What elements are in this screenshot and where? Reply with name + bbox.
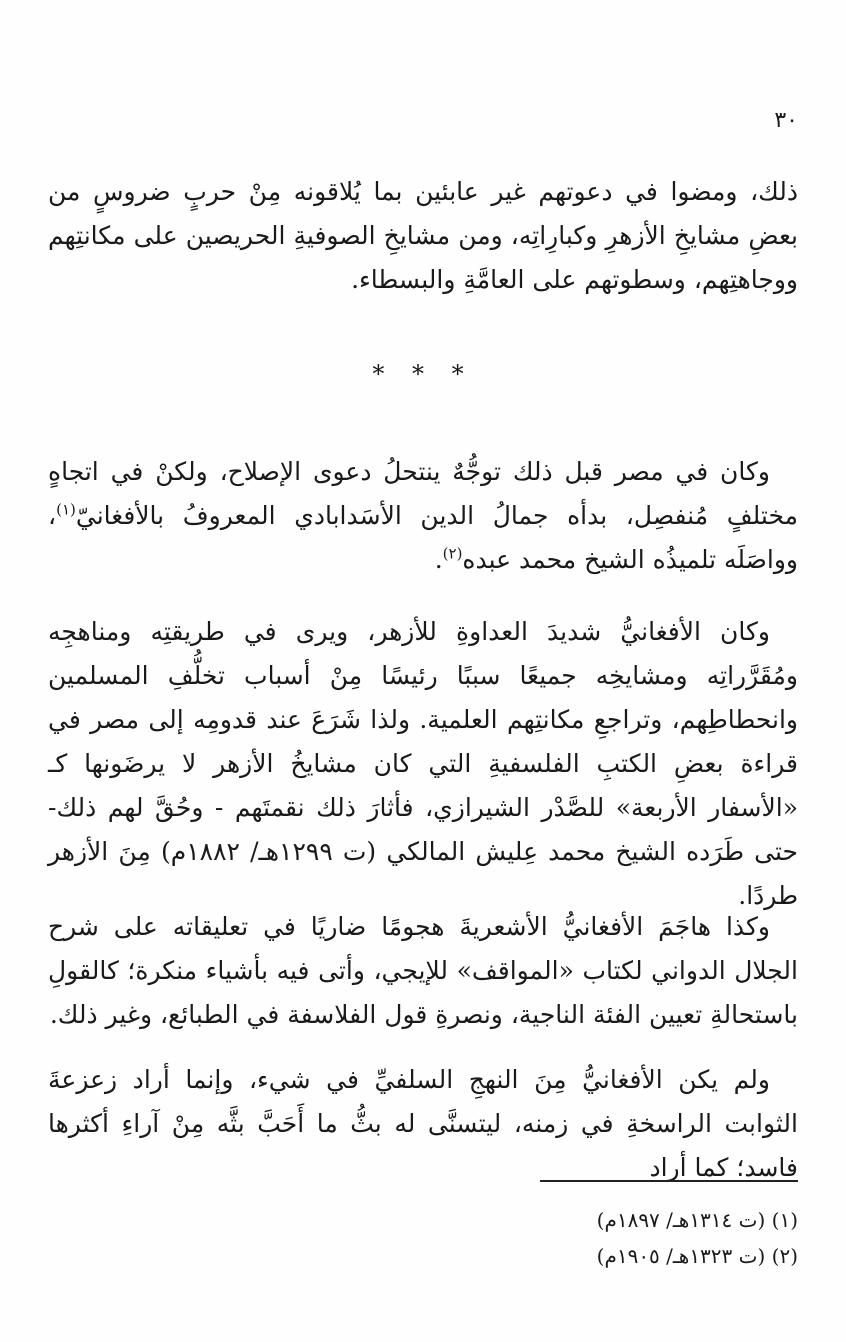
paragraph-1: ذلك، ومضوا في دعوتهم غير عابئين بما يُلاقونه مِنْ حربٍ ضروسٍ من بعضِ مشايخِ الأزهرِ وكبارِاتِه، ومن مشايخِ الصوفيةِ الحريصين على مكانتِهم ووجاهتِهم، وسطوتهم على العامَّةِ والبسطاء. xyxy=(48,177,798,294)
page-number: ٣٠ xyxy=(774,108,798,133)
footnotes xyxy=(398,1202,798,1274)
paragraph-4: وكذا هاجَمَ الأفغانيُّ الأشعريةَ هجومًا ضاريًا في تعليقاته على شرح الجلال الدواني لكتاب «المواقف» للإيجي، وأتى فيه بأشياء منكرة؛ كالقولِ باستحالةِ تعيين الفئة الناجية، ونصرةِ قول الفلاسفة في الطبائع، وغير ذلك. xyxy=(48,912,798,1029)
paragraph-2-text-continued: ، وواصَلَه تلميذُه الشيخ محمد عبده xyxy=(48,501,798,574)
footnote-divider xyxy=(540,1180,798,1182)
paragraph-2-text: وكان في مصر قبل ذلك توجُّهٌ ينتحلُ دعوى الإصلاح، ولكنْ في اتجاهٍ مختلفٍ مُنفصِل، بدأه جمالُ الدين الأسَدابادي المعروفُ بالأفغانيّ xyxy=(48,457,798,530)
paragraph-3: وكان الأفغانيُّ شديدَ العداوةِ للأزهر، ويرى في طريقتِه ومناهجِه ومُقَرَّراتِه ومشايخِه جميعًا سببًا رئيسًا مِنْ أسباب تخلُّفِ المسلمين وانحطاطِهم، وتراجعِ مكانتِهم العلمية. ولذا شَرَعَ عند قدومِه إلى مصر في قراءة بعضِ الكتبِ الفلسفيةِ التي كان مشايخُ الأزهر لا يرضَونها كـ «الأسفار الأربعة» للصَّدْر الشيرازي، فأثارَ ذلك نقمتَهم - وحُقَّ لهم ذلك- حتى طَرَده الشيخ محمد عِليش المالكي (ت ١٢٩٩هـ/ ١٨٨٢م) مِنَ الأزهر طردًا. xyxy=(48,617,798,910)
footnote-ref-1: (١) xyxy=(56,500,76,519)
paragraph-2 xyxy=(48,450,798,582)
footnote-2: (٢) (ت ١٣٢٣هـ/ ١٩٠٥م) xyxy=(596,1244,798,1268)
section-separator: * * * xyxy=(372,360,474,388)
paragraph-2-end: . xyxy=(434,545,443,574)
paragraph-5: ولم يكن الأفغانيُّ مِنَ النهجِ السلفيِّ في شيء، وإنما أراد زعزعةَ الثوابت الراسخةِ في زمنه، ليتسنَّى له بثُّ ما أَحَبَّ بثَّه مِنْ آراءِ أكثرها فاسد؛ كما أراد xyxy=(48,1065,798,1182)
footnote-1: (١) (ت ١٣١٤هـ/ ١٨٩٧م) xyxy=(596,1208,798,1232)
footnote-ref-2: (٢) xyxy=(442,544,463,563)
